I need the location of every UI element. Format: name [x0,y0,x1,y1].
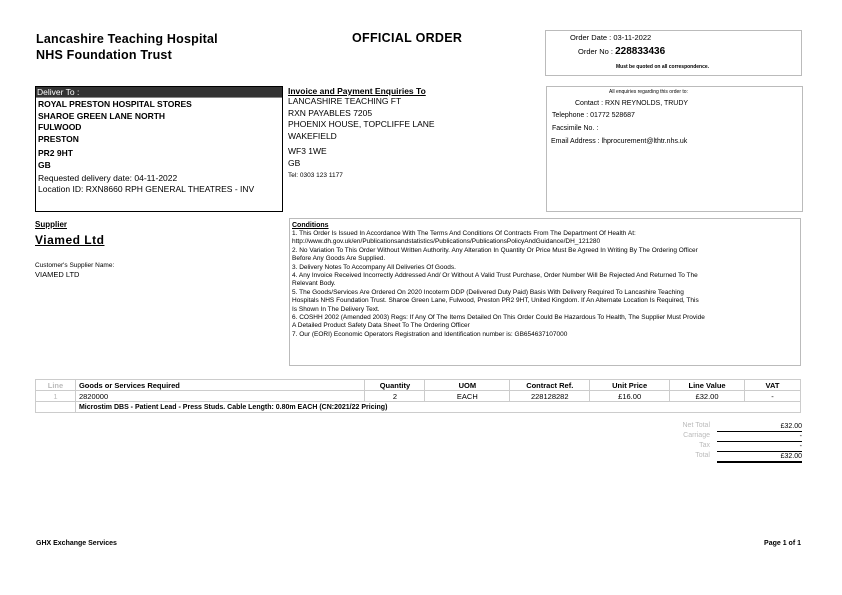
order-lines [35,379,801,413]
condition-line: Is Shown In The Delivery Text. [292,305,380,313]
col-header-uom: UOM [425,380,510,391]
col-header-vat: VAT [745,380,801,391]
order-number-value: 228833436 [615,46,666,57]
deliver-line: FULWOOD [38,122,82,132]
tax-row [640,442,802,452]
deliver-to-address [36,97,282,211]
item-unit-price: £16.00 [590,391,670,402]
invoice-line: LANCASHIRE TEACHING FT [288,96,402,106]
telephone-row: Telephone : 01772 528687 [552,112,635,119]
trust-name [36,31,218,63]
total-label: Total [695,452,710,459]
condition-line: Hospitals NHS Foundation Trust. Sharoe Green Lane, Fulwood, Preston PR2 9HT, United Kingdom. If An Alternate Location Is Required, This [292,297,699,305]
invoice-line: WAKEFIELD [288,130,337,141]
condition-line: 1. This Order Is Issued In Accordance With The Terms And Conditions Of Contracts From The Department Of Health At: [292,230,636,237]
condition-line: 6. COSHH 2002 (Amended 2003) Regs: If Any Of The Items Detailed On This Order Could Be Hazardous To Health, The Supplier Must Provide [292,314,705,322]
tax-value: - [717,442,802,452]
condition-line: 2. No Variation To This Order Without Written Authority. Any Alteration In Quantity Or Price Must Be Agreed In Writing By The Ordering Officer [292,246,698,254]
trust-name-line1: Lancashire Teaching Hospital [36,32,218,46]
invoice-telephone: Tel: 0303 123 1177 [288,172,343,179]
table-row-description [36,402,801,413]
condition-line: Relevant Body. [292,280,336,288]
fax-row: Facsimile No. : [552,125,599,132]
item-vat: - [745,391,801,402]
item-line-value: £32.00 [670,391,745,402]
contact-name: RXN REYNOLDS, TRUDY [604,100,689,107]
condition-line: 7. Our (EORI) Economic Operators Registration and Identification number is: GB654637107000 [292,330,568,338]
supplier-name: Viamed Ltd [35,233,105,247]
location-id: Location ID: RXN8660 RPH GENERAL THEATRES - INV [38,183,255,194]
carriage-row [640,432,802,442]
contact-row: Contact : RXN REYNOLDS, TRUDY [575,100,689,107]
document-title: OFFICIAL ORDER [352,31,463,45]
deliver-line: PRESTON [38,133,79,144]
condition-line[interactable]: http://www.dh.gov.uk/en/Publicationsandstatistics/Publications/PublicationsPolicyAndGuidance/DH_121280 [292,238,601,246]
item-quantity: 2 [365,391,425,402]
order-number: Order No : 228833436 [578,46,666,57]
invoice-line: RXN PAYABLES 7205 [288,107,373,118]
order-date-value: 03-11-2022 [613,33,652,42]
col-header-quantity: Quantity [365,380,425,391]
contact-box [546,86,803,212]
item-code: 2820000 [75,391,365,402]
conditions-heading: Conditions [292,222,329,229]
trust-name-line2: NHS Foundation Trust [36,48,172,62]
email-value[interactable]: lhprocurement@lthtr.nhs.uk [601,138,688,145]
conditions-box [289,218,801,366]
col-header-line: Line [36,380,76,391]
net-total-row [640,422,802,432]
table-row [36,391,801,402]
condition-line: 4. Any Invoice Received Incorrectly Addressed And/ Or Without A Valid Trust Purchase, Order Number Will Be Rejected And Returned To The [292,272,698,280]
deliver-country: GB [38,159,51,170]
requested-delivery-date: Requested delivery date: 04-11-2022 [38,173,178,183]
contact-note: All enquiries regarding this order to: [609,89,688,95]
condition-line: Before Any Goods Are Supplied. [292,255,386,263]
email-row: Email Address : lhprocurement@lthtr.nhs.uk [551,138,688,145]
order-date: Order Date : 03-11-2022 [570,33,652,42]
carriage-value: - [717,432,802,442]
condition-line: 3. Delivery Notes To Accompany All Deliveries Of Goods. [292,263,456,271]
deliver-line: SHAROE GREEN LANE NORTH [38,110,166,121]
deliver-postcode: PR2 9HT [38,148,73,158]
condition-line: A Detailed Product Safety Data Sheet To The Ordering Officer [292,322,470,330]
invoice-line: GB [288,157,301,168]
item-contract-ref: 228128282 [510,391,590,402]
page-number: Page 1 of 1 [764,540,801,547]
item-uom: EACH [425,391,510,402]
deliver-to-box [35,86,283,212]
telephone-value: 01772 528687 [590,112,635,119]
invoice-heading: Invoice and Payment Enquiries To [288,86,426,96]
condition-line: 5. The Goods/Services Are Ordered On 2020 Incoterm DDP (Delivered Duty Paid) Basis With Delivery Required To Lancashire Teaching [292,288,684,296]
tax-label: Tax [699,442,710,449]
total-value: £32.00 [717,452,802,463]
quote-note: Must be quoted on all correspondence. [616,64,710,70]
item-description: Microstim DBS - Patient Lead - Press Studs. Cable Length: 0.80m EACH (CN:2021/22 Pricing) [75,402,800,413]
col-header-line-value: Line Value [670,380,745,391]
customer-supplier-value: VIAMED LTD [35,270,80,279]
grand-total-row [640,452,802,462]
order-lines-table [35,379,801,413]
col-header-goods: Goods or Services Required [75,380,365,391]
footer-provider: GHX Exchange Services [36,540,117,547]
carriage-label: Carriage [683,432,710,439]
net-total-label: Net Total [682,422,710,429]
invoice-line: WF3 1WE [288,146,327,156]
col-header-unit-price: Unit Price [590,380,670,391]
order-info-box [545,30,802,76]
deliver-line: ROYAL PRESTON HOSPITAL STORES [38,99,192,109]
customer-supplier-label: Customer's Supplier Name: [35,262,115,269]
table-header-row [36,380,801,391]
invoice-enquiries [288,86,546,210]
supplier-heading: Supplier [35,220,68,229]
totals-block [640,422,802,462]
col-header-contract-ref: Contract Ref. [510,380,590,391]
deliver-to-heading: Deliver To : [36,87,282,97]
net-total-value: £32.00 [717,422,802,432]
invoice-line: PHOENIX HOUSE, TOPCLIFFE LANE [288,119,435,129]
line-number: 1 [36,391,76,402]
